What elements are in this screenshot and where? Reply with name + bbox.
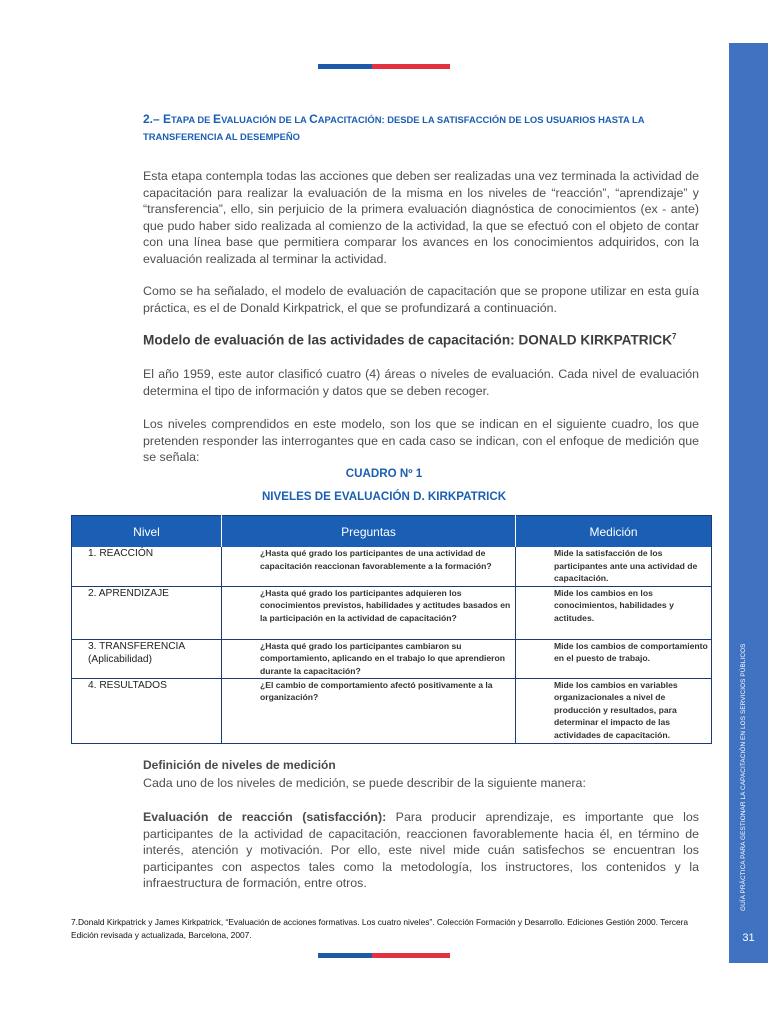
table-row (72, 586, 712, 639)
bottom-flag-bar (318, 953, 450, 958)
paragraph-reaction (143, 809, 699, 892)
section-title-part: VALUACIÓN DE LA (221, 114, 310, 125)
paragraph-intro: Esta etapa contempla todas las acciones que deben ser realizadas una vez terminada la actividad de capacitación para realizar la evaluación de la misma en los niveles de “reacción”, “aprendizaje” y “transferencia”, ello, sin perjuicio de la primera evaluación diagnóstica de conocimientos (ex - ante) que pudo haber sido realizada al comienzo de la actividad, la que se efectuó con el objeto de contar con una línea base que permitiera comparar los avances en los conocimientos adquiridos, con la evaluación realizada al terminar la actividad. (143, 169, 699, 266)
flag-bar-blue (318, 64, 372, 69)
cell-nivel (72, 678, 222, 743)
cell-pregunta: ¿Hasta qué grado los participantes cambiaron su comportamiento, aplicando en el trabajo lo que aprendieron durante la capacitación? (222, 639, 516, 678)
nivel-label: 3. TRANSFERENCIA (88, 640, 186, 652)
cell-pregunta: ¿Hasta qué grado los participantes de una actividad de capacitación reaccionan favorablemente a la formación? (222, 547, 516, 586)
table-header-row (72, 516, 712, 548)
nivel-sublabel: (Aplicabilidad) (88, 653, 152, 665)
side-strip (729, 43, 768, 963)
cell-medicion: Mide la satisfacción de los participantes ante una actividad de capacitación. (516, 547, 712, 586)
section-title-part: E (163, 112, 172, 126)
footnote-ref: 7 (672, 332, 677, 341)
table-row (72, 678, 712, 743)
cell-pregunta: ¿El cambio de comportamiento afectó positivamente a la organización? (222, 678, 516, 743)
definition-title: Definición de niveles de medición (143, 758, 336, 772)
flag-bar-blue (318, 953, 372, 958)
section-title-part: E (213, 112, 222, 126)
cell-nivel (72, 547, 222, 586)
cell-medicion: Mide los cambios de comportamiento en el puesto de trabajo. (516, 639, 712, 678)
kirkpatrick-table (71, 515, 712, 744)
header-nivel: Nivel (72, 516, 222, 548)
nivel-label: 2. APRENDIZAJE (88, 587, 169, 599)
nivel-label: 4. RESULTADOS (88, 679, 167, 691)
section-heading (143, 111, 700, 145)
model-title (143, 332, 703, 348)
cell-nivel (72, 639, 222, 678)
cell-pregunta: ¿Hasta qué grado los participantes adquieren los conocimientos previstos, habilidades y actitudes basados en la participación en la actividad de capacitación? (222, 586, 516, 639)
nivel-label: 1. REACCIÓN (88, 548, 154, 559)
cell-medicion: Mide los cambios en los conocimientos, habilidades y actitudes. (516, 586, 712, 639)
top-flag-bar (318, 64, 450, 69)
footnote: 7.Donald Kirkpatrick y James Kirkpatrick, “Evaluación de acciones formativas. Los cuatro niveles”. Colección Formación y Desarrollo. Ediciones Gestión 2000. Tercera Edición revisada y actualizada, Barcelona, 2007. (71, 917, 689, 940)
section-title-part: TAPA DE (171, 114, 214, 125)
table-title: NIVELES DE EVALUACIÓN D. KIRKPATRICK (261, 490, 507, 503)
section-title-part: : DESDE LA SATISFACCIÓN DE LOS USUARIOS HASTA LA TRANSFERENCIA AL DESEMPEÑO (143, 114, 645, 142)
flag-bar-red (372, 953, 450, 958)
table-label: CUADRO Nº 1 (345, 467, 423, 480)
header-medicion: Medición (516, 516, 712, 548)
section-title-part: C (309, 112, 318, 126)
cell-medicion: Mide los cambios en variables organizacionales a nivel de producción y resultados, para determinar el impacto de las actividades de capacitación. (554, 679, 678, 740)
paragraph-levels: Los niveles comprendidos en este modelo, son los que se indican en el siguiente cuadro, los que pretenden responder las interrogantes que en cada caso se indican, con el enfoque de medición que se señala: (143, 417, 699, 465)
model-title-text: Modelo de evaluación de las actividades de capacitación: DONALD KIRKPATRICK (143, 332, 673, 348)
definition-intro: Cada uno de los niveles de medición, se puede describir de la siguiente manera: (143, 776, 586, 790)
page-number: 31 (742, 932, 755, 944)
table-row (72, 547, 712, 586)
table-row (72, 639, 712, 678)
flag-bar-red (372, 64, 450, 69)
reaction-label: Evaluación de reacción (satisfacción): (143, 810, 387, 824)
cell-nivel (72, 586, 222, 639)
section-title (143, 112, 644, 143)
header-preguntas: Preguntas (222, 516, 516, 548)
side-strip-title: GUÍA PRÁCTICA PARA GESTIONAR LA CAPACITACIÓN EN LOS SERVICIOS PÚBLICOS (740, 643, 747, 911)
paragraph-history: El año 1959, este autor clasificó cuatro (4) áreas o niveles de evaluación. Cada nivel de evaluación determina el tipo de información y datos que se deben recoger. (143, 367, 699, 398)
paragraph-model: Como se ha señalado, el modelo de evaluación de capacitación que se propone utilizar en esta guía práctica, es el de Donald Kirkpatrick, el que se profundizará a continuación. (143, 284, 699, 315)
section-title-part: APACITACIÓN (317, 114, 382, 125)
reaction-text: Para producir aprendizaje, es importante que los participantes de la actividad de capacitación, reaccionen favorablemente hacia él, en término de interés, atención y motivación. Por ello, este nivel mide cuán satisfechos se encuentran los participantes con aspectos tales como la metodología, los instructores, los contenidos y la infraestructura de formación, entre otros. (143, 810, 699, 891)
section-number: 2.– (143, 112, 164, 126)
